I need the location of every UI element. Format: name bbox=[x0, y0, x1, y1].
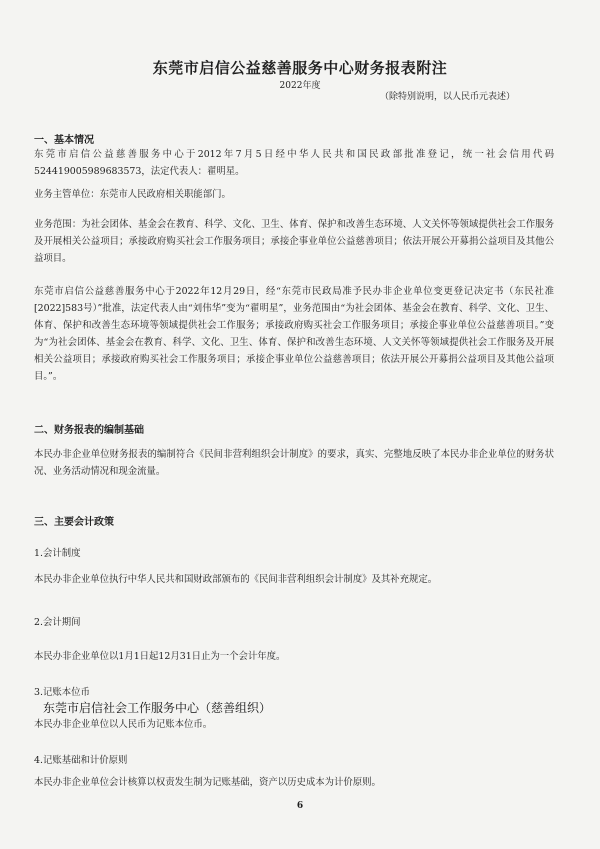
section-2-heading: 二、财务报表的编制基础 bbox=[34, 425, 144, 436]
section-3-3-heading: 3.记账本位币 bbox=[34, 687, 90, 698]
section-3-4-heading: 4.记账基础和计价原则 bbox=[34, 755, 128, 766]
section-3-4-paragraph: 本民办非企业单位会计核算以权责发生制为记账基础，资产以历史成本为计价原则。 bbox=[34, 777, 381, 788]
section-1-paragraph-change: 东莞市启信公益慈善服务中心于2022年12月29日，经“东莞市民政局准予民办非企业单位变更登记决定书（东民社准[2022]583号）”批准，法定代表人由“刘伟华”变为“翟明星”，业务范围由“为社会团体、基金会在教育、科学、文化、卫生、体育、保护和改善生态环境等领域提供社会工作服务；承接政府购买社会工作服务项目；承接企事业单位公益慈善项目。”变为“为社会团体、基金会在教育、科学、文化、卫生、体育、保护和改善生态环境、人文关怀等领域提供社会工作服务及开展相关公益项目；承接政府购买社会工作服务项目；承接企事业单位公益慈善项目；依法开展公开募捐公益项目及其他公益项目。”。 bbox=[34, 286, 554, 382]
section-3-1-heading: 1.会计制度 bbox=[34, 548, 81, 559]
section-2-paragraph: 本民办非企业单位财务报表的编制符合《民间非营利组织会计制度》的要求，真实、完整地反映了本民办非企业单位的财务状况、业务活动情况和现金流量。 bbox=[34, 449, 554, 477]
document-title: 东莞市启信公益慈善服务中心财务报表附注 bbox=[152, 59, 448, 77]
section-1-heading: 一、基本情况 bbox=[34, 135, 94, 146]
page-number: 6 bbox=[296, 801, 304, 811]
section-3-2-paragraph: 本民办非企业单位以1月1日起12月31日止为一个会计年度。 bbox=[34, 651, 286, 662]
report-year: 2022年度 bbox=[279, 81, 321, 91]
section-1-paragraph-business-scope: 业务范围：为社会团体、基金会在教育、科学、文化、卫生、体育、保护和改善生态环境、人文关怀等领域提供社会工作服务及开展相关公益项目；承接政府购买社会工作服务项目；承接企事业单位公益慈善项目；依法开展公开募捐公益项目及其他公益项目。 bbox=[34, 219, 554, 264]
section-3-1-paragraph: 本民办非企业单位执行中华人民共和国财政部颁布的《民间非营利组织会计制度》及其补充规定。 bbox=[34, 574, 438, 585]
section-3-2-heading: 2.会计期间 bbox=[34, 617, 81, 628]
section-1-paragraph-registration: 东莞市启信公益慈善服务中心于2012年7月5日经中华人民共和国民政部批准登记，统一社会信用代码524419005989683573，法定代表人：翟明星。 bbox=[34, 149, 554, 177]
currency-note: （除特别说明，以人民币元表述） bbox=[380, 92, 516, 102]
overlay-caption: 东莞市启信社会工作服务中心（慈善组织） bbox=[43, 701, 272, 715]
section-3-heading: 三、主要会计政策 bbox=[34, 517, 114, 528]
section-3-3-paragraph: 本民办非企业单位以人民币为记账本位币。 bbox=[34, 719, 213, 730]
section-1-paragraph-supervisor: 业务主管单位：东莞市人民政府相关职能部门。 bbox=[34, 189, 231, 200]
